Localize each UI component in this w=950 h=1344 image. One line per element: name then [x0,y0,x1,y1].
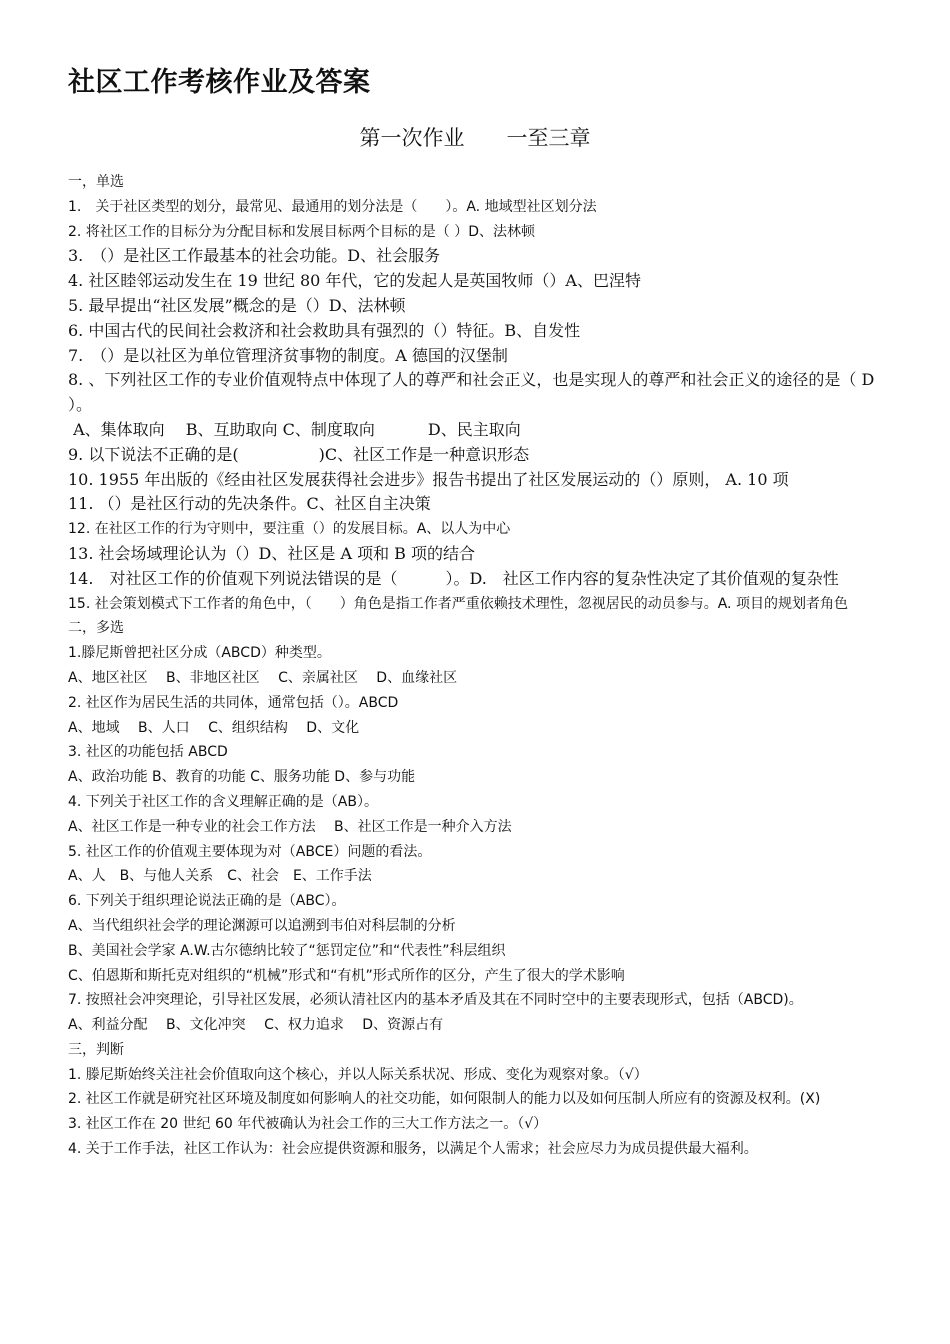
document-line: 2. 社区工作就是研究社区环境及制度如何影响人的社交功能，如何限制人的能力以及如何压制人所应有的资源及权利。(X) [68,1091,821,1108]
document-line: 11. （）是社区行动的先决条件。C、社区自主决策 [68,494,431,514]
document-line: A、当代组织社会学的理论渊源可以追溯到韦伯对科层制的分析 [68,917,456,934]
document-line: 3. 社区的功能包括 ABCD [68,744,228,761]
document-body [68,170,884,1162]
document-line: 2. 将社区工作的目标分为分配目标和发展目标两个目标的是（ ）D、法林顿 [68,223,536,240]
document-line: 5. 社区工作的价值观主要体现为对（ABCE）问题的看法。 [68,843,432,860]
document-line: A、人 B、与他人关系 C、社会 E、工作手法 [68,868,372,885]
document-line: 2. 社区作为居民生活的共同体，通常包括（）。ABCD [68,694,399,711]
document-line: 3. 社区工作在 20 世纪 60 年代被确认为社会工作的三大工作方法之一。（√） [68,1116,548,1133]
document-title: 社区工作考核作业及答案 [68,67,371,98]
document-line: A、政治功能 B、教育的功能 C、服务功能 D、参与功能 [68,769,416,786]
document-line: 14. 对社区工作的价值观下列说法错误的是（ ）。D. 社区工作内容的复杂性决定了其价值观的复杂性 [68,568,839,588]
document-line: 一，单选 [68,174,124,190]
document-line: 1. 关于社区类型的划分，最常见、最通用的划分法是（ ）。A. 地域型社区划分法 [68,198,597,215]
document-line: B、美国社会学家 A.W.古尔德纳比较了“惩罚定位”和“代表性”科层组织 [68,942,506,959]
document-line: 10. 1955 年出版的《经由社区发展获得社会进步》报告书提出了社区发展运动的（）原则， A. 10 项 [68,469,789,489]
document-line: 4. 社区睦邻运动发生在 19 世纪 80 年代，它的发起人是英国牧师（）A、巴涅特 [68,271,641,291]
document-line: A、社区工作是一种专业的社会工作方法 B、社区工作是一种介入方法 [68,818,512,835]
document-line: 4. 关于工作手法，社区工作认为：社会应提供资源和服务，以满足个人需求；社会应尽力为成员提供最大福利。 [68,1141,758,1158]
document-line: 三，判断 [68,1041,124,1058]
document-line: 9. 以下说法不正确的是( )C、社区工作是一种意识形态 [68,444,530,464]
document-line: A、利益分配 B、文化冲突 C、权力追求 D、资源占有 [68,1017,444,1034]
document-line: 1. 滕尼斯始终关注社会价值取向这个核心，并以人际关系状况、形成、变化为观察对象。（√） [68,1066,648,1083]
document-line: 6. 中国古代的民间社会救济和社会救助具有强烈的（）特征。B、自发性 [68,320,581,340]
document-line: C、伯恩斯和斯托克对组织的“机械”形式和“有机”形式所作的区分，产生了很大的学术影响 [68,967,625,984]
document-line: 8. 、下列社区工作的专业价值观特点中体现了人的尊严和社会正义，也是实现人的尊严和社会正义的途径的是（ D ）。 [68,370,875,415]
document-line: A、地区社区 B、非地区社区 C、亲属社区 D、血缘社区 [68,669,458,686]
document-line: 7. （）是以社区为单位管理济贫事物的制度。A 德国的汉堡制 [68,345,508,365]
section-title: 第一次作业 一至三章 [359,126,591,150]
document-line: 13. 社会场域理论认为（）D、社区是 A 项和 B 项的结合 [68,543,476,563]
document-line: 3. （）是社区工作最基本的社会功能。D、社会服务 [68,246,441,266]
document-line: 二，多选 [68,620,124,637]
document-line: A、集体取向 B、互助取向 C、制度取向 D、民主取向 [68,419,521,439]
document-line: 4. 下列关于社区工作的含义理解正确的是（AB）。 [68,793,378,810]
document-line: 7. 按照社会冲突理论，引导社区发展，必须认清社区内的基本矛盾及其在不同时空中的主要表现形式，包括（ABCD)。 [68,992,803,1009]
document-line: A、地域 B、人口 C、组织结构 D、文化 [68,719,360,736]
document-line: 12. 在社区工作的行为守则中，要注重（）的发展目标。A、以人为中心 [68,521,511,538]
document-line: 15. 社会策划模式下工作者的角色中，（ ）角色是指工作者严重依赖技术理性，忽视居民的动员参与。A. 项目的规划者角色 [68,595,848,612]
document-line: 1.滕尼斯曾把社区分成（ABCD）种类型。 [68,645,331,662]
document-line: 5. 最早提出“社区发展”概念的是（）D、法林顿 [68,295,406,315]
document-line: 6. 下列关于组织理论说法正确的是（ABC）。 [68,893,346,910]
